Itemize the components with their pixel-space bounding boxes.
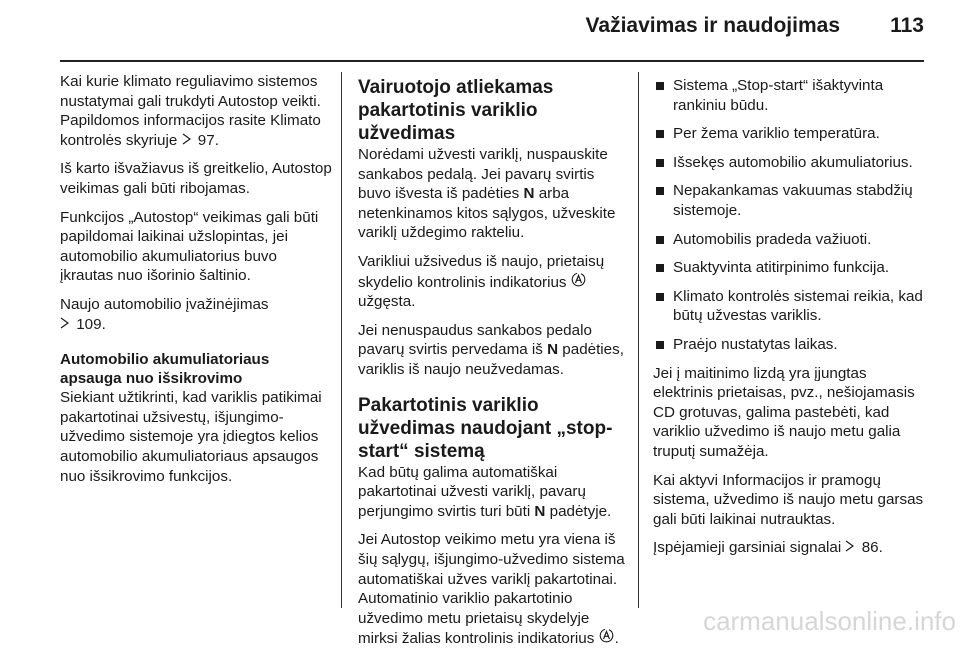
paragraph: [60, 295, 332, 334]
paragraph-text: Norėdami užvesti variklį, nuspauskite sankabos pedalą. Jei pavarų svirtis buvo išvesta iš padėties: [358, 146, 608, 203]
gear-position-label: N: [523, 185, 535, 203]
page-title: Važiavimas ir naudojimas: [585, 14, 840, 37]
paragraph-text: Kai kurie klimato reguliavimo sistemos nustatymai gali trukdyti Autostop veikti. Papildomos informacijos rasite Klimato kontrolės skyriuje: [60, 73, 321, 149]
watermark: carmanualsonline.info: [703, 606, 956, 636]
bullet-item: Automobilis pradeda važiuoti.: [653, 230, 925, 250]
paragraph: [60, 72, 332, 150]
bullet-item: Praėjo nustatytas laikas.: [653, 335, 925, 355]
column-divider-1: [341, 72, 342, 608]
paragraph-text: Naujo automobilio įvažinėjimas: [60, 295, 269, 313]
paragraph-text: padėties, variklis iš naujo neužvedamas.: [358, 341, 624, 378]
paragraph-text: užgęsta.: [358, 293, 416, 311]
paragraph-text: Varikliui užsivedus iš naujo, prietaisų skydelio kontrolinis indikatorius: [358, 252, 605, 291]
paragraph: Jei į maitinimo lizdą yra įjungtas elektrinis prietaisas, pvz., nešiojamasis CD grotuvas, galima pastebėti, kad variklio užvedimo iš naujo metu galia truputį sumažėja.: [653, 364, 915, 460]
bullet-item: Nepakankamas vakuumas stabdžių sistemoje.: [653, 181, 925, 220]
paragraph: [653, 538, 925, 558]
paragraph: Funkcijos „Autostop“ veikimas gali būti papildomai laikinai užslopintas, jei automobilio akumuliatorius buvo įkrautas nuo išorinio šaltinio.: [60, 208, 319, 285]
page-reference-link[interactable]: 97.: [197, 131, 219, 149]
paragraph-text: Jei Autostop veikimo metu yra viena iš šių sąlygų, išjungimo-užvedimo sistema automatiškai užves variklį pakartotinai. Automatinio variklio pakartotinio užvedimo metu prietaisų skydelyje mirksi žalias kontrolinis indikatorius: [358, 531, 625, 648]
paragraph: [358, 145, 630, 243]
page-reference-icon: [182, 131, 194, 151]
column-1: [60, 72, 332, 495]
page-reference-link[interactable]: 109.: [76, 315, 106, 333]
bullet-item: Išsekęs automobilio akumuliatorius.: [653, 153, 925, 173]
paragraph: Kai aktyvi Informacijos ir pramogų sistema, užvedimo iš naujo metu garsas gali būti laikinai nutrauktas.: [653, 471, 924, 528]
paragraph-text: arba netenkinamos kitos sąlygos, užveskite variklį uždegimo rakteliu.: [358, 185, 616, 242]
header-divider: [60, 60, 924, 62]
section-heading: Pakartotinis variklio užvedimas naudojant „stop-start“ sistemą: [358, 394, 613, 462]
bullet-item: Klimato kontrolės sistemai reikia, kad būtų užvestas variklis.: [653, 287, 925, 326]
paragraph: [358, 252, 630, 312]
page-number: 113: [890, 14, 924, 37]
gear-position-label: N: [534, 502, 546, 520]
column-3: [653, 76, 925, 567]
paragraph: Iš karto išvažiavus iš greitkelio, Autostop veikimas gali būti ribojamas.: [60, 160, 332, 197]
bullet-item: Sistema „Stop-start“ išaktyvinta rankiniu būdu.: [653, 76, 925, 115]
paragraph: Siekiant užtikrinti, kad variklis patikimai pakartotinai užsivestų, išjungimo-užvedimo sistemoje yra įdiegtos kelios automobilio akumuliatoriaus apsaugos nuo išsikrovimo funkcijos.: [60, 389, 322, 485]
paragraph: [358, 321, 630, 380]
gear-position-label: N: [547, 341, 559, 359]
page-reference-icon: [845, 538, 857, 558]
paragraph-text: .: [614, 630, 619, 648]
column-divider-2: [638, 72, 639, 608]
autostop-indicator-icon: [571, 272, 587, 293]
page-reference-icon: [60, 315, 72, 335]
column-2: [358, 76, 630, 658]
paragraph-text: Jei nenuspaudus sankabos pedalo pavarų svirtis pervedama iš: [358, 321, 592, 359]
paragraph-text: Kad būtų galima automatiškai pakartotinai užvesti variklį, pavarų perjungimo svirtis turi būti: [358, 463, 586, 520]
section-subheading: Automobilio akumuliatoriaus apsauga nuo išsikrovimo: [60, 351, 270, 388]
paragraph-text: padėtyje.: [549, 502, 612, 520]
bullet-item: Suaktyvinta atitirpinimo funkcija.: [653, 258, 925, 278]
page-reference-link[interactable]: 86.: [861, 539, 883, 557]
paragraph: [358, 463, 630, 522]
bullet-item: Per žema variklio temperatūra.: [653, 124, 925, 144]
paragraph-text: Įspėjamieji garsiniai signalai: [653, 539, 842, 557]
section-heading: Vairuotojo atliekamas pakartotinis variklio užvedimas: [358, 77, 554, 144]
